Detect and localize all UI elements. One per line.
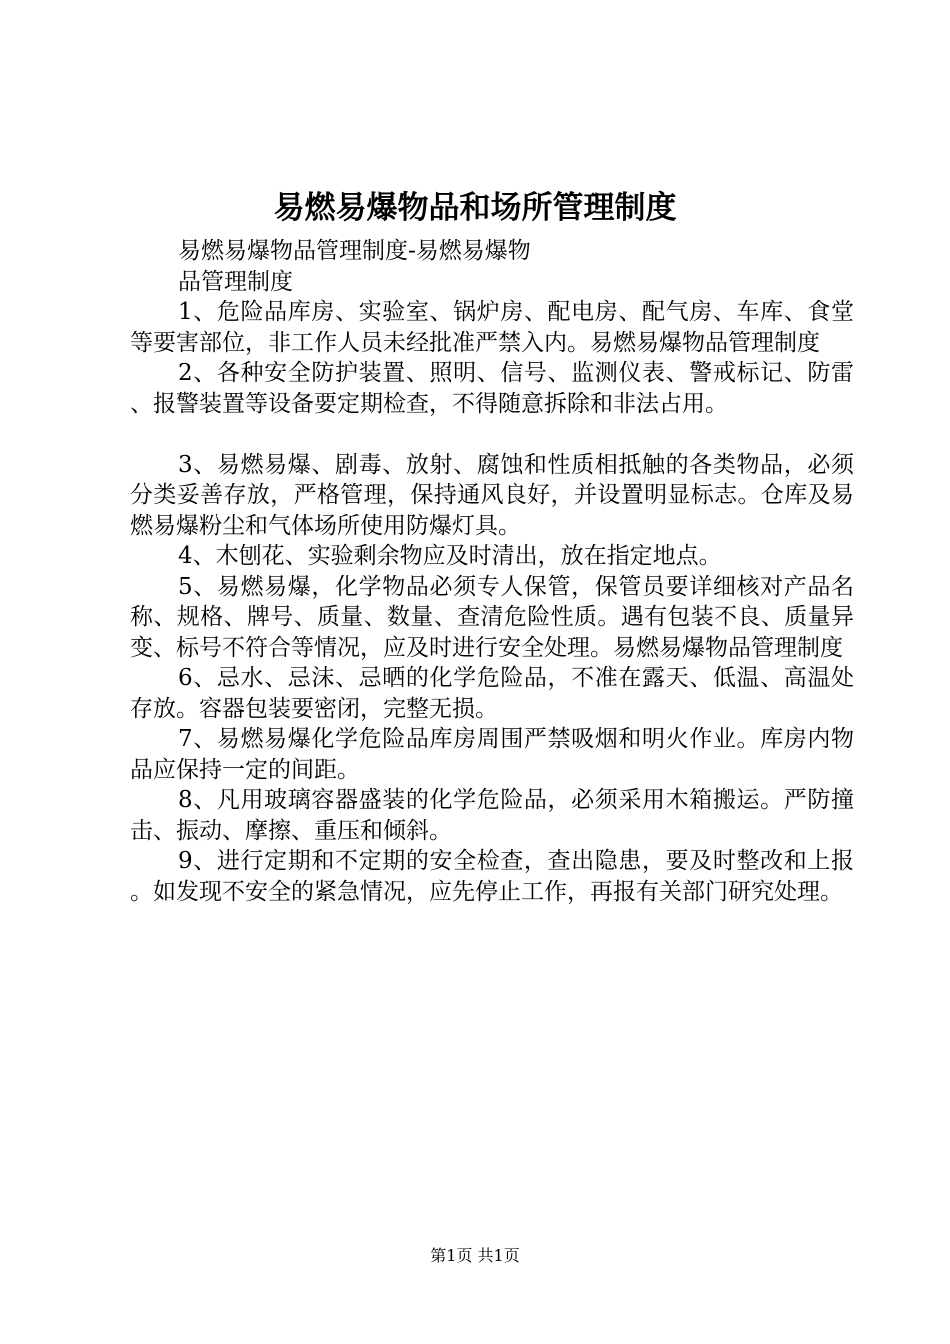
page-footer: 第1页 共1页 [430,1246,520,1265]
paragraph-6: 6、忌水、忌沫、忌晒的化学危险品，不准在露天、低温、高温处存放。容器包装要密闭，完整无损。 [130,665,854,722]
paragraph-8: 8、凡用玻璃容器盛装的化学危险品，必须采用木箱搬运。严防撞击、振动、摩擦、重压和倾斜。 [130,787,854,844]
document-title: 易燃易爆物品和场所管理制度 [273,190,677,226]
paragraph-4: 4、木刨花、实验剩余物应及时清出，放在指定地点。 [178,543,722,569]
paragraph-7: 7、易燃易爆化学危险品库房周围严禁吸烟和明火作业。库房内物品应保持一定的间距。 [130,726,854,783]
paragraph-2: 2、各种安全防护装置、照明、信号、监测仪表、警戒标记、防雷、报警装置等设备要定期检查，不得随意拆除和非法占用。 [130,360,854,417]
document-body [130,236,854,907]
subtitle-line-2: 品管理制度 [178,268,293,295]
paragraph-9: 9、进行定期和不定期的安全检查，查出隐患，要及时整改和上报。如发现不安全的紧急情况，应先停止工作，再报有关部门研究处理。 [130,848,854,905]
subtitle-line-1: 易燃易爆物品管理制度-易燃易爆物 [178,238,531,264]
paragraph-1: 1、危险品库房、实验室、锅炉房、配电房、配气房、车库、食堂等要害部位，非工作人员未经批准严禁入内。易燃易爆物品管理制度 [130,299,854,356]
paragraph-3: 3、易燃易爆、剧毒、放射、腐蚀和性质相抵触的各类物品，必须分类妥善存放，严格管理，保持通风良好，并设置明显标志。仓库及易燃易爆粉尘和气体场所使用防爆灯具。 [130,451,854,539]
paragraph-5: 5、易燃易爆，化学物品必须专人保管，保管员要详细核对产品名称、规格、牌号、质量、数量、查清危险性质。遇有包装不良、质量异变、标号不符合等情况，应及时进行安全处理。易燃易爆物品管理制度 [130,573,854,661]
blank-line [130,419,854,450]
